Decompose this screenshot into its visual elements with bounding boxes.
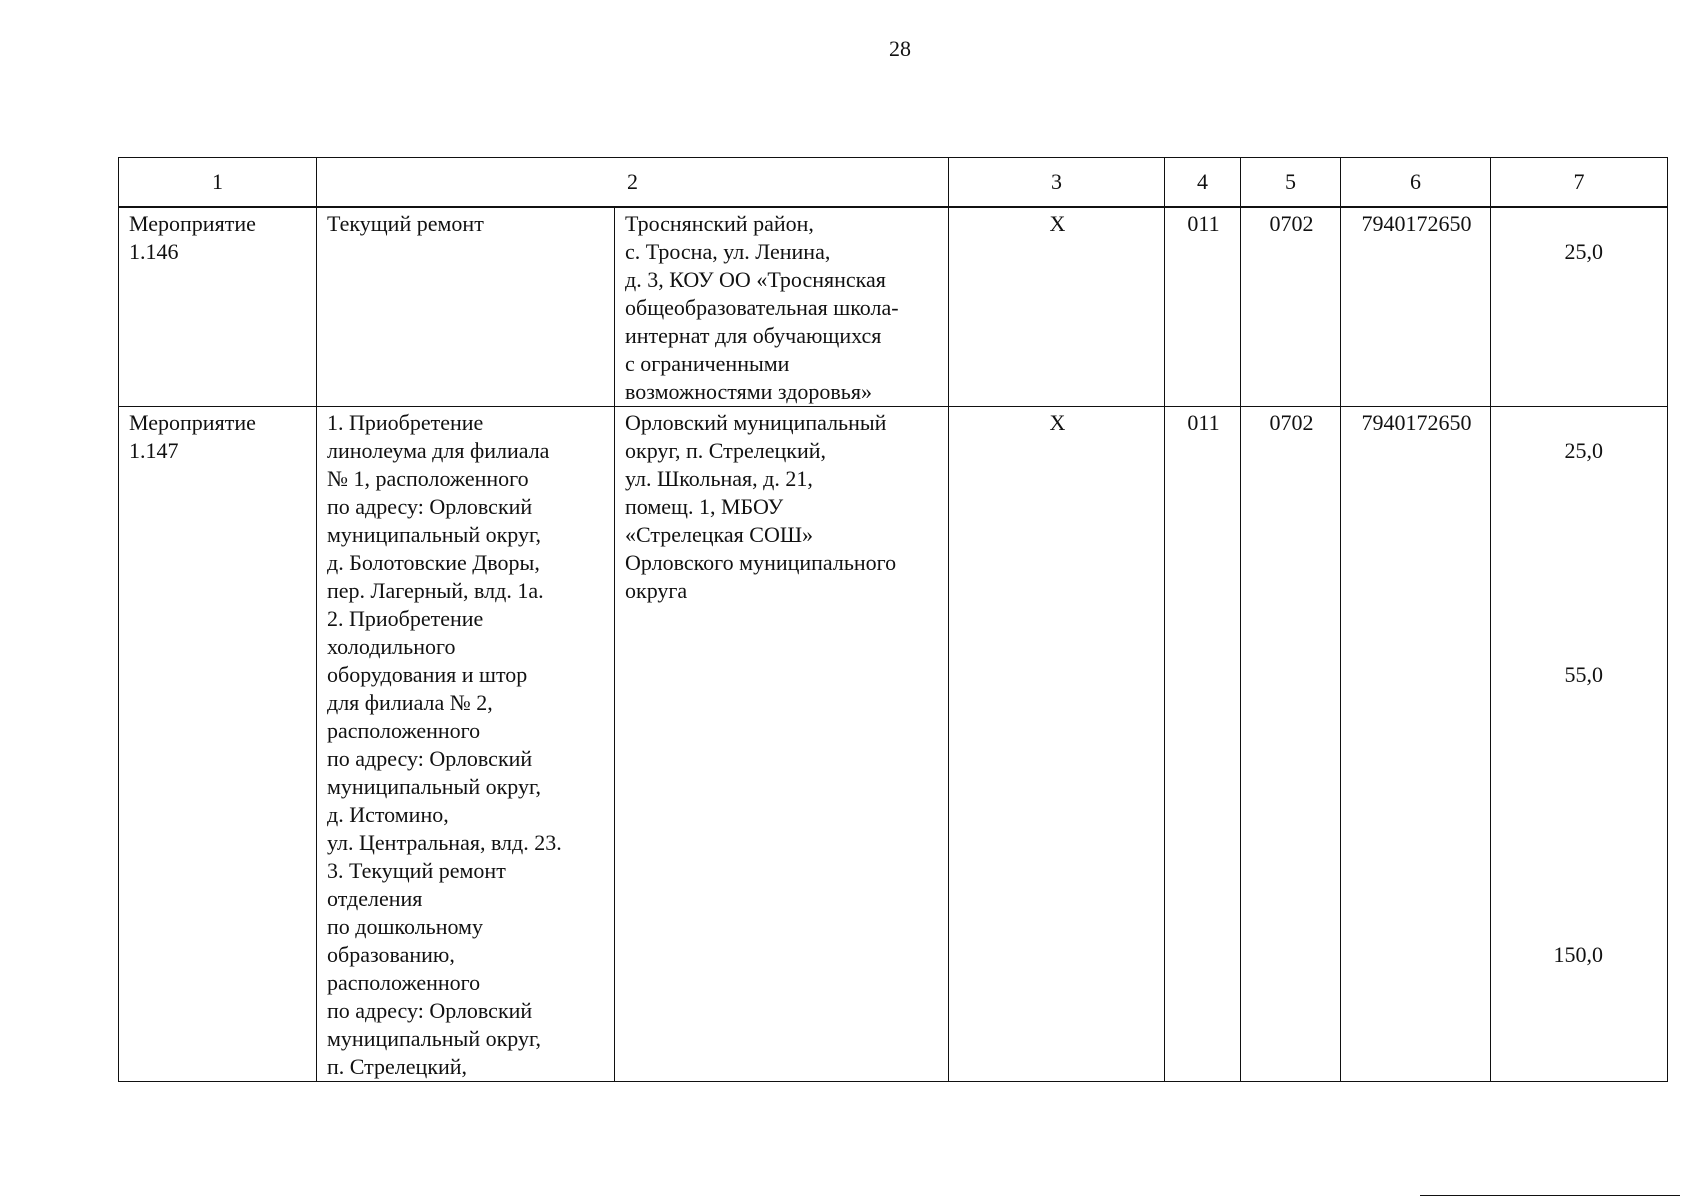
measure-action-cell: 1. Приобретение линолеума для филиала № 1, расположенного по адресу: Орловский муниципальный округ, д. Болотовские Дворы, пер. Лагерный, влд. 1а. 2. Приобретение холодильного оборудования и штор для филиала № 2, расположенного по адресу: Орловский муниципальный округ, д. Истомино, ул. Центральная, влд. 23. 3. Текущий ремонт отделения по дошкольному образованию, расположенного по адресу: Орловский муниципальный округ, п. Стрелецкий, — [317, 407, 615, 1082]
amount-value: 25,0 — [1564, 239, 1603, 264]
table-header-row — [119, 158, 1668, 208]
amount-cell — [1491, 207, 1668, 407]
amount-cell — [1491, 407, 1668, 1082]
header-cell-4: 4 — [1165, 158, 1241, 208]
page-number: 28 — [889, 36, 911, 61]
header-cell-5: 5 — [1241, 158, 1341, 208]
col3-cell: Х — [949, 207, 1165, 407]
measure-action-cell: Текущий ремонт — [317, 207, 615, 407]
table-row — [119, 207, 1668, 407]
header-cell-7: 7 — [1491, 158, 1668, 208]
amount-value-3: 150,0 — [1553, 942, 1603, 967]
col3-cell: Х — [949, 407, 1165, 1082]
measure-location-cell: Троснянский район, с. Тросна, ул. Ленина, д. 3, КОУ ОО «Троснянская общеобразовательная школа- интернат для обучающихся с ограниченными возможностями здоровья» — [615, 207, 949, 407]
col4-cell: 011 — [1165, 207, 1241, 407]
col5-cell: 0702 — [1241, 407, 1341, 1082]
amount-value-2: 55,0 — [1564, 662, 1603, 687]
table-row — [119, 407, 1668, 1082]
col6-cell: 7940172650 — [1341, 207, 1491, 407]
measure-location-cell: Орловский муниципальный округ, п. Стрелецкий, ул. Школьная, д. 21, помещ. 1, МБОУ «Стрелецкая СОШ» Орловского муниципального округа — [615, 407, 949, 1082]
budget-table — [118, 157, 1668, 1082]
measure-id-cell: Мероприятие 1.147 — [119, 407, 317, 1082]
footer-rule — [1420, 1195, 1680, 1196]
measure-id-cell: Мероприятие 1.146 — [119, 207, 317, 407]
header-cell-6: 6 — [1341, 158, 1491, 208]
header-cell-1: 1 — [119, 158, 317, 208]
col5-cell: 0702 — [1241, 207, 1341, 407]
col6-cell: 7940172650 — [1341, 407, 1491, 1082]
amount-value-1: 25,0 — [1564, 438, 1603, 463]
col4-cell: 011 — [1165, 407, 1241, 1082]
header-cell-3: 3 — [949, 158, 1165, 208]
header-cell-2: 2 — [317, 158, 949, 208]
